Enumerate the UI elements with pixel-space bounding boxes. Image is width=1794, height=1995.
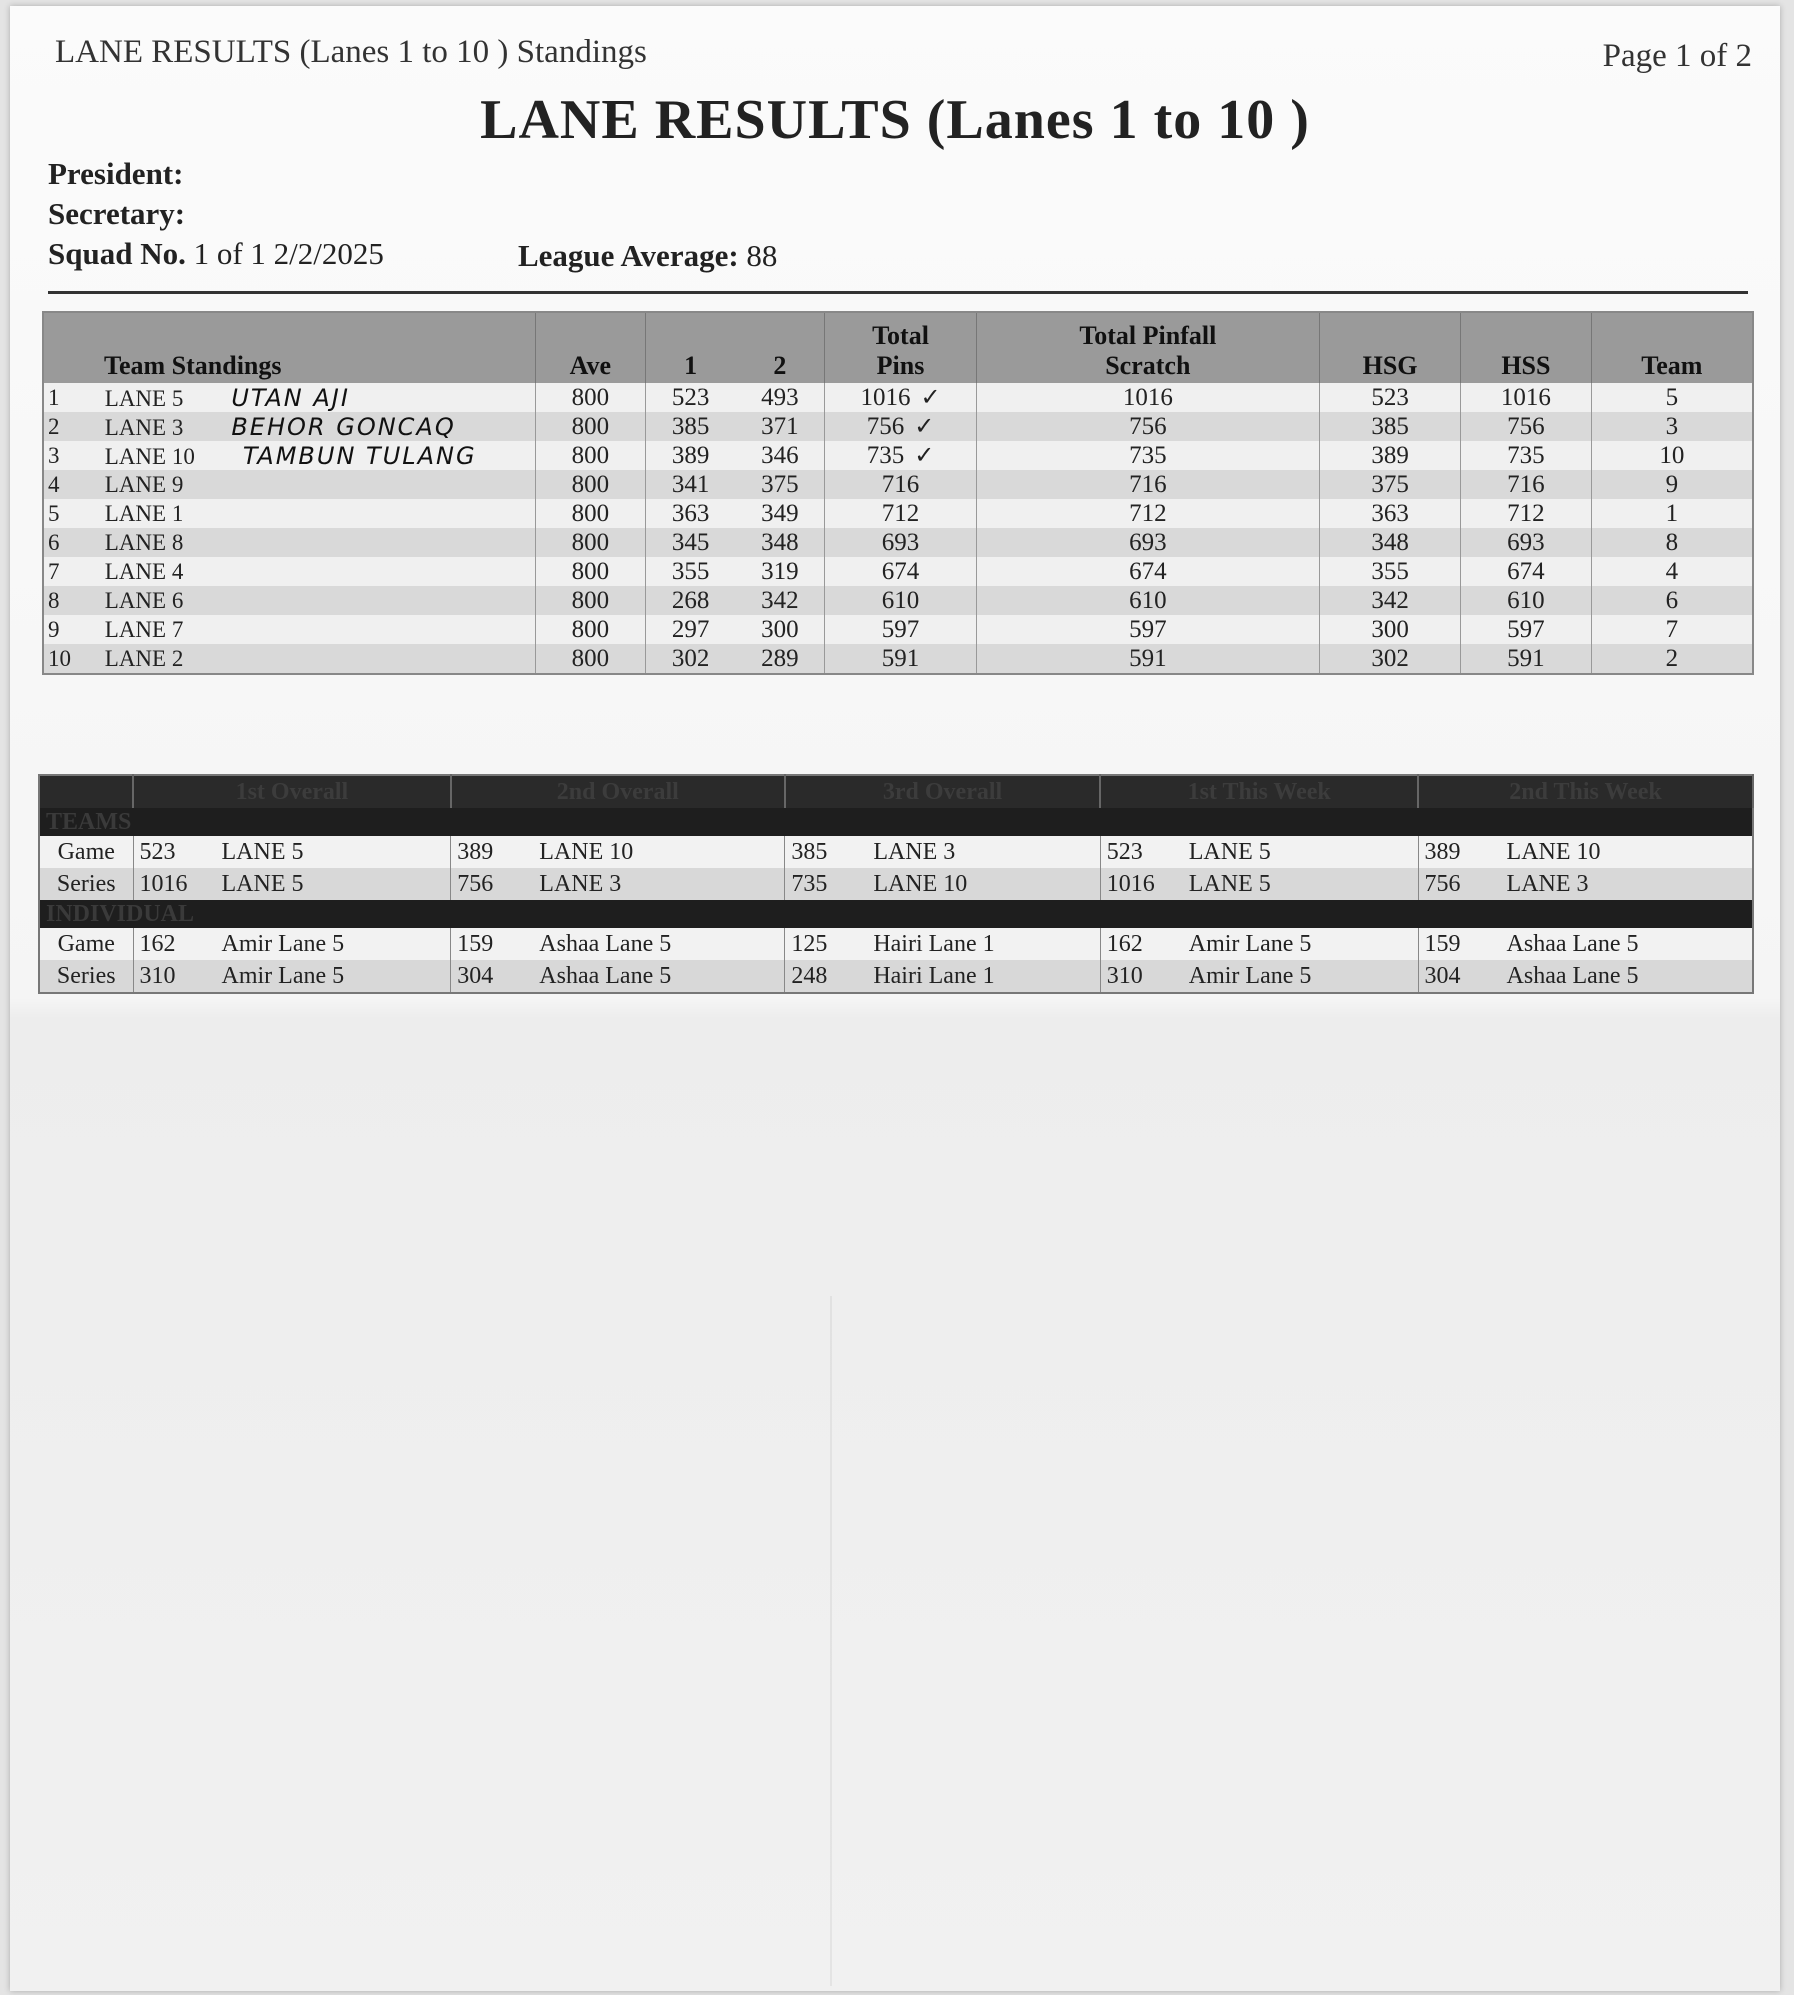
game2-cell: 300 bbox=[735, 615, 825, 644]
team-name: LANE 1 bbox=[104, 500, 184, 526]
col-game-1: 1 bbox=[646, 312, 736, 383]
league-average-value: 88 bbox=[746, 238, 778, 273]
squad-line bbox=[48, 236, 384, 272]
scratch-cell: 735 bbox=[976, 441, 1320, 470]
total-pins-value: 735 bbox=[866, 442, 905, 469]
col-team-number: Team bbox=[1591, 312, 1753, 383]
record-row bbox=[39, 836, 1753, 868]
team-name: LANE 8 bbox=[104, 529, 184, 555]
total-pins-line1: Total bbox=[872, 321, 929, 350]
total-pins-value: 756 bbox=[866, 413, 905, 440]
individual-section-bar-row bbox=[39, 900, 1753, 928]
team-number-cell: 6 bbox=[1591, 586, 1753, 615]
table-row bbox=[43, 441, 1753, 470]
record-holder: Hairi Lane 1 bbox=[867, 928, 1100, 960]
record-holder: LANE 10 bbox=[533, 836, 785, 868]
record-row bbox=[39, 868, 1753, 900]
game1-cell: 523 bbox=[646, 383, 736, 412]
paper-fold bbox=[830, 1296, 832, 1986]
record-holder: Hairi Lane 1 bbox=[867, 960, 1100, 993]
handwritten-note: BEHOR GONCAQ bbox=[231, 412, 456, 441]
ave-cell: 800 bbox=[535, 470, 645, 499]
rank-cell: 6 bbox=[43, 528, 101, 557]
ave-cell: 800 bbox=[535, 586, 645, 615]
total-pins-value: 597 bbox=[881, 615, 920, 643]
game2-cell: 342 bbox=[735, 586, 825, 615]
team-number-cell: 10 bbox=[1591, 441, 1753, 470]
col-1st-overall: 1st Overall bbox=[133, 775, 451, 808]
scratch-cell: 716 bbox=[976, 470, 1320, 499]
game2-cell: 289 bbox=[735, 644, 825, 674]
scratch-cell: 591 bbox=[976, 644, 1320, 674]
rank-cell: 2 bbox=[43, 412, 101, 441]
table-row bbox=[43, 412, 1753, 441]
hsg-cell: 523 bbox=[1320, 383, 1461, 412]
team-name: LANE 10 bbox=[104, 443, 195, 469]
game1-cell: 268 bbox=[646, 586, 736, 615]
record-type-label: Game bbox=[39, 928, 133, 960]
table-row bbox=[43, 499, 1753, 528]
hsg-cell: 348 bbox=[1320, 528, 1461, 557]
scratch-cell: 674 bbox=[976, 557, 1320, 586]
team-name: LANE 3 bbox=[104, 414, 184, 440]
team-number-cell: 8 bbox=[1591, 528, 1753, 557]
col-total-pinfall bbox=[976, 312, 1320, 383]
col-ave: Ave bbox=[535, 312, 645, 383]
record-score: 385 bbox=[785, 836, 868, 868]
hss-cell: 756 bbox=[1461, 412, 1592, 441]
teams-section-bar-row bbox=[39, 808, 1753, 836]
total-pins-cell bbox=[825, 441, 976, 470]
team-standings-table bbox=[42, 311, 1754, 675]
record-holder: LANE 5 bbox=[216, 836, 451, 868]
hss-cell: 1016 bbox=[1461, 383, 1592, 412]
col-team-standings: Team Standings bbox=[43, 312, 535, 383]
total-pins-cell bbox=[825, 557, 976, 586]
record-score: 310 bbox=[1100, 960, 1183, 993]
total-pins-value: 610 bbox=[881, 586, 920, 614]
record-score: 389 bbox=[451, 836, 534, 868]
total-pins-value: 712 bbox=[881, 499, 920, 527]
handwritten-note: TAMBUN TULANG bbox=[242, 441, 477, 470]
hss-cell: 712 bbox=[1461, 499, 1592, 528]
teams-section-bar: TEAMS bbox=[39, 808, 1753, 836]
record-score: 125 bbox=[785, 928, 868, 960]
col-total-pins bbox=[825, 312, 976, 383]
team-cell bbox=[101, 528, 535, 557]
team-number-cell: 9 bbox=[1591, 470, 1753, 499]
header-divider bbox=[48, 291, 1748, 294]
ave-cell: 800 bbox=[535, 441, 645, 470]
table-row bbox=[43, 615, 1753, 644]
record-score: 1016 bbox=[133, 868, 216, 900]
game2-cell: 348 bbox=[735, 528, 825, 557]
game1-cell: 345 bbox=[646, 528, 736, 557]
game2-cell: 493 bbox=[735, 383, 825, 412]
game2-cell: 319 bbox=[735, 557, 825, 586]
hsg-cell: 342 bbox=[1320, 586, 1461, 615]
record-score: 162 bbox=[133, 928, 216, 960]
high-scores-table bbox=[38, 774, 1754, 994]
president-line bbox=[48, 156, 183, 192]
ave-cell: 800 bbox=[535, 499, 645, 528]
hsg-cell: 375 bbox=[1320, 470, 1461, 499]
team-number-cell: 3 bbox=[1591, 412, 1753, 441]
team-cell bbox=[101, 412, 535, 441]
hsg-cell: 385 bbox=[1320, 412, 1461, 441]
record-score: 159 bbox=[451, 928, 534, 960]
rank-cell: 5 bbox=[43, 499, 101, 528]
total-pins-cell bbox=[825, 528, 976, 557]
record-holder: LANE 10 bbox=[1501, 836, 1753, 868]
president-label: President: bbox=[48, 156, 184, 191]
rank-cell: 7 bbox=[43, 557, 101, 586]
game2-cell: 375 bbox=[735, 470, 825, 499]
rank-cell: 8 bbox=[43, 586, 101, 615]
total-pins-line2: Pins bbox=[876, 351, 925, 380]
check-mark-icon: ✓ bbox=[914, 412, 935, 440]
rank-cell: 10 bbox=[43, 644, 101, 674]
ave-cell: 800 bbox=[535, 557, 645, 586]
game1-cell: 385 bbox=[646, 412, 736, 441]
record-holder: LANE 3 bbox=[1501, 868, 1753, 900]
game1-cell: 302 bbox=[646, 644, 736, 674]
team-cell bbox=[101, 499, 535, 528]
secretary-line bbox=[48, 196, 185, 232]
rank-cell: 4 bbox=[43, 470, 101, 499]
ave-cell: 800 bbox=[535, 412, 645, 441]
records-body bbox=[39, 808, 1753, 993]
hss-cell: 693 bbox=[1461, 528, 1592, 557]
hsg-cell: 302 bbox=[1320, 644, 1461, 674]
record-holder: Ashaa Lane 5 bbox=[533, 960, 785, 993]
team-name: LANE 4 bbox=[104, 558, 184, 584]
hsg-cell: 300 bbox=[1320, 615, 1461, 644]
record-holder: Amir Lane 5 bbox=[216, 928, 451, 960]
record-holder: Amir Lane 5 bbox=[1183, 928, 1418, 960]
records-corner bbox=[39, 775, 133, 808]
hss-cell: 591 bbox=[1461, 644, 1592, 674]
total-pins-cell bbox=[825, 470, 976, 499]
record-score: 304 bbox=[1418, 960, 1501, 993]
records-header-row bbox=[39, 775, 1753, 808]
record-holder: LANE 3 bbox=[533, 868, 785, 900]
record-score: 523 bbox=[133, 836, 216, 868]
league-average-label: League Average: bbox=[518, 238, 739, 273]
record-row bbox=[39, 960, 1753, 993]
game1-cell: 389 bbox=[646, 441, 736, 470]
hss-cell: 674 bbox=[1461, 557, 1592, 586]
team-number-cell: 2 bbox=[1591, 644, 1753, 674]
table-row bbox=[43, 557, 1753, 586]
record-holder: LANE 10 bbox=[867, 868, 1100, 900]
ave-cell: 800 bbox=[535, 528, 645, 557]
total-pins-cell bbox=[825, 499, 976, 528]
team-number-cell: 1 bbox=[1591, 499, 1753, 528]
ave-cell: 800 bbox=[535, 644, 645, 674]
record-type-label: Game bbox=[39, 836, 133, 868]
team-number-cell: 7 bbox=[1591, 615, 1753, 644]
hss-cell: 597 bbox=[1461, 615, 1592, 644]
total-pins-value: 693 bbox=[881, 528, 920, 556]
record-holder: Ashaa Lane 5 bbox=[1501, 960, 1753, 993]
record-score: 162 bbox=[1100, 928, 1183, 960]
table-row bbox=[43, 586, 1753, 615]
team-name: LANE 2 bbox=[104, 645, 184, 671]
scratch-cell: 597 bbox=[976, 615, 1320, 644]
scratch-cell: 756 bbox=[976, 412, 1320, 441]
hsg-cell: 389 bbox=[1320, 441, 1461, 470]
team-number-cell: 4 bbox=[1591, 557, 1753, 586]
individual-section-bar: INDIVIDUAL bbox=[39, 900, 1753, 928]
game2-cell: 349 bbox=[735, 499, 825, 528]
game1-cell: 341 bbox=[646, 470, 736, 499]
scratch-cell: 693 bbox=[976, 528, 1320, 557]
record-holder: Ashaa Lane 5 bbox=[533, 928, 785, 960]
record-holder: LANE 5 bbox=[1183, 836, 1418, 868]
standings-header-row bbox=[43, 312, 1753, 383]
team-number-cell: 5 bbox=[1591, 383, 1753, 412]
team-cell bbox=[101, 644, 535, 674]
col-3rd-overall: 3rd Overall bbox=[785, 775, 1100, 808]
total-pins-value: 716 bbox=[881, 470, 920, 498]
team-cell bbox=[101, 615, 535, 644]
page-title: LANE RESULTS (Lanes 1 to 10 ) bbox=[480, 89, 1310, 151]
col-hsg: HSG bbox=[1320, 312, 1461, 383]
pinfall-line1: Total Pinfall bbox=[1079, 321, 1217, 350]
team-cell bbox=[101, 586, 535, 615]
ave-cell: 800 bbox=[535, 383, 645, 412]
record-type-label: Series bbox=[39, 868, 133, 900]
pinfall-line2: Scratch bbox=[1105, 351, 1191, 380]
record-holder: Amir Lane 5 bbox=[216, 960, 451, 993]
team-name: LANE 9 bbox=[104, 471, 184, 497]
col-1st-this-week: 1st This Week bbox=[1100, 775, 1418, 808]
game1-cell: 297 bbox=[646, 615, 736, 644]
table-row bbox=[43, 470, 1753, 499]
record-score: 1016 bbox=[1100, 868, 1183, 900]
check-mark-icon: ✓ bbox=[920, 383, 941, 411]
table-row bbox=[43, 644, 1753, 674]
secretary-label: Secretary: bbox=[48, 196, 186, 231]
record-score: 248 bbox=[785, 960, 868, 993]
hss-cell: 610 bbox=[1461, 586, 1592, 615]
total-pins-cell bbox=[825, 586, 976, 615]
hsg-cell: 363 bbox=[1320, 499, 1461, 528]
record-score: 735 bbox=[785, 868, 868, 900]
table-row bbox=[43, 528, 1753, 557]
record-score: 159 bbox=[1418, 928, 1501, 960]
record-holder: LANE 5 bbox=[216, 868, 451, 900]
check-mark-icon: ✓ bbox=[914, 441, 935, 469]
team-cell bbox=[101, 557, 535, 586]
team-cell bbox=[101, 470, 535, 499]
record-holder: LANE 5 bbox=[1183, 868, 1418, 900]
total-pins-value: 674 bbox=[881, 557, 920, 585]
col-2nd-this-week: 2nd This Week bbox=[1418, 775, 1753, 808]
record-score: 389 bbox=[1418, 836, 1501, 868]
rank-cell: 1 bbox=[43, 383, 101, 412]
record-holder: LANE 3 bbox=[867, 836, 1100, 868]
squad-value: 1 of 1 2/2/2025 bbox=[193, 236, 384, 271]
team-name: LANE 6 bbox=[104, 587, 184, 613]
total-pins-cell bbox=[825, 644, 976, 674]
running-title: LANE RESULTS (Lanes 1 to 10 ) Standings bbox=[55, 34, 647, 70]
game1-cell: 363 bbox=[646, 499, 736, 528]
hss-cell: 735 bbox=[1461, 441, 1592, 470]
paper-sheet bbox=[10, 6, 1780, 1991]
game2-cell: 371 bbox=[735, 412, 825, 441]
record-score: 756 bbox=[451, 868, 534, 900]
league-average-line bbox=[518, 238, 777, 274]
team-name: LANE 5 bbox=[104, 385, 184, 411]
table-row bbox=[43, 383, 1753, 412]
scratch-cell: 610 bbox=[976, 586, 1320, 615]
game2-cell: 346 bbox=[735, 441, 825, 470]
game1-cell: 355 bbox=[646, 557, 736, 586]
record-score: 756 bbox=[1418, 868, 1501, 900]
hsg-cell: 355 bbox=[1320, 557, 1461, 586]
record-score: 304 bbox=[451, 960, 534, 993]
record-holder: Amir Lane 5 bbox=[1183, 960, 1418, 993]
record-holder: Ashaa Lane 5 bbox=[1501, 928, 1753, 960]
ave-cell: 800 bbox=[535, 615, 645, 644]
scratch-cell: 712 bbox=[976, 499, 1320, 528]
rank-cell: 3 bbox=[43, 441, 101, 470]
standings-body bbox=[43, 383, 1753, 674]
total-pins-cell bbox=[825, 412, 976, 441]
rank-cell: 9 bbox=[43, 615, 101, 644]
total-pins-value: 591 bbox=[881, 644, 920, 672]
record-score: 523 bbox=[1100, 836, 1183, 868]
page-number: Page 1 of 2 bbox=[1602, 38, 1752, 74]
total-pins-cell bbox=[825, 615, 976, 644]
team-name: LANE 7 bbox=[104, 616, 184, 642]
team-cell bbox=[101, 383, 535, 412]
col-2nd-overall: 2nd Overall bbox=[451, 775, 785, 808]
hss-cell: 716 bbox=[1461, 470, 1592, 499]
team-cell bbox=[101, 441, 535, 470]
total-pins-value: 1016 bbox=[860, 384, 911, 411]
record-row bbox=[39, 928, 1753, 960]
record-type-label: Series bbox=[39, 960, 133, 993]
scratch-cell: 1016 bbox=[976, 383, 1320, 412]
total-pins-cell bbox=[825, 383, 976, 412]
col-game-2: 2 bbox=[735, 312, 825, 383]
record-score: 310 bbox=[133, 960, 216, 993]
col-hss: HSS bbox=[1461, 312, 1592, 383]
squad-label: Squad No. bbox=[48, 236, 186, 271]
handwritten-note: UTAN AJI bbox=[231, 383, 350, 412]
